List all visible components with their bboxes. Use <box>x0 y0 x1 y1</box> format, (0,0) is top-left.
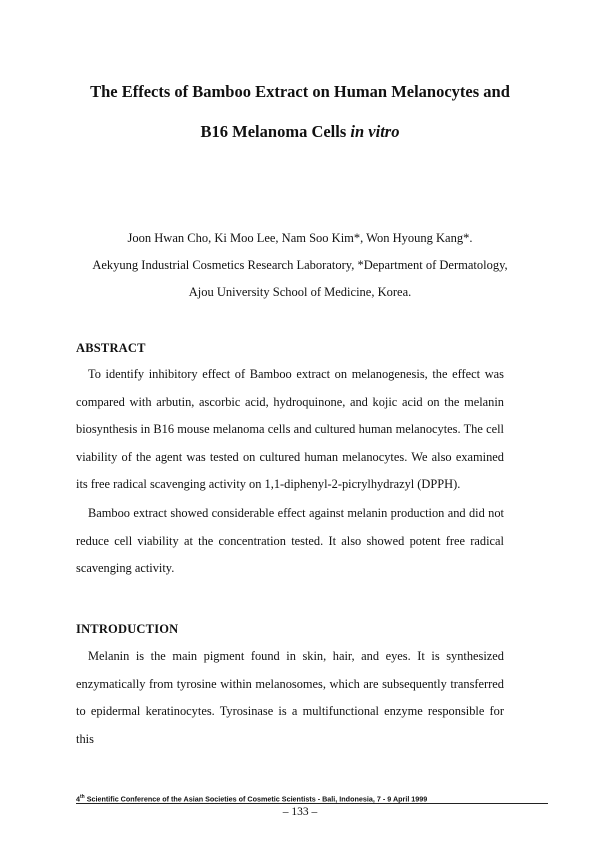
page-number: – 133 – <box>282 806 318 818</box>
paper-title-main: B16 Melanoma Cells <box>200 122 351 141</box>
abstract-paragraph-2: Bamboo extract showed considerable effect against melanin production and did not reduce cell viability at the concentration tested. It also showed potent free radical scavenging activity. <box>76 506 504 576</box>
conference-ordinal: 4 <box>76 794 80 804</box>
affiliation-line-1: Aekyung Industrial Cosmetics Research Laboratory, *Department of Dermatology, <box>92 258 508 272</box>
paper-title-italic: in vitro <box>350 122 400 141</box>
introduction-heading: INTRODUCTION <box>76 622 179 636</box>
affiliation-line-2: Ajou University School of Medicine, Korea. <box>188 285 412 299</box>
author-list: Joon Hwan Cho, Ki Moo Lee, Nam Soo Kim*, Won Hyoung Kang*. <box>127 231 473 245</box>
abstract-heading: ABSTRACT <box>76 341 146 355</box>
paper-title-line-1: The Effects of Bamboo Extract on Human Melanocytes and <box>90 82 510 101</box>
conference-name: Scientific Conference of the Asian Societies of Cosmetic Scientists - Bali, Indonesia, 7 - 9 April 1999 <box>84 794 428 804</box>
abstract-paragraph-1: To identify inhibitory effect of Bamboo extract on melanogenesis, the effect was compared with arbutin, ascorbic acid, hydroquinone, and kojic acid on the melanin biosynthesis in B16 mouse melanoma cells and cultured human melanocytes. The cell viability of the agent was tested on cultured human melanocytes. We also examined its free radical scavenging activity on 1,1-diphenyl-2-picrylhydrazyl (DPPH). <box>76 367 504 492</box>
footer-divider <box>76 803 548 804</box>
paper-title-line-2 <box>40 122 560 142</box>
conference-footer <box>76 794 427 803</box>
conference-ordinal-suffix: th <box>80 794 85 800</box>
introduction-paragraph-1: Melanin is the main pigment found in skin, hair, and eyes. It is synthesized enzymatically from tyrosine within melanosomes, which are subsequently transferred to epidermal keratinocytes. Tyrosinase is a multifunctional enzyme responsible for this <box>76 649 504 746</box>
